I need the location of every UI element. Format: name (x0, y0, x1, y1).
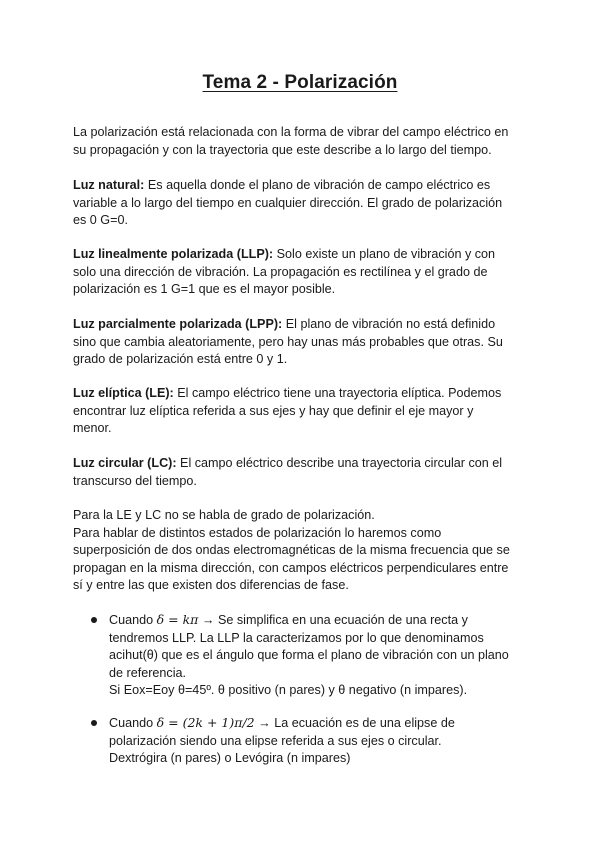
luz-natural-line-1: Es aquella donde el plano de vibración de campo eléctrico es (144, 178, 491, 192)
le-line-2: encontrar luz elíptica referida a sus ejes y hay que definir el eje mayor y (73, 403, 474, 418)
luz-natural-line-2: variable a lo largo del tiempo en cualquier dirección. El grado de polarización (73, 195, 503, 210)
intro-line-2: su propagación y con la trayectoria que este describe a lo largo del tiempo. (73, 142, 492, 157)
page-title: Tema 2 - Polarización (202, 72, 398, 93)
lpp-line-2: sino que cambia aleatoriamente, pero hay unas más probables que otras. Su (73, 334, 503, 349)
lc-paragraph (73, 455, 533, 490)
luz-natural-line-3: es 0 G=0. (73, 213, 128, 227)
le-term: Luz elíptica (LE): (73, 386, 174, 400)
note-line-1: Para la LE y LC no se habla de grado de polarización. (73, 508, 375, 522)
bullet-1-line-1: → Se simplifica en una ecuación de una recta y (198, 613, 468, 627)
note-line-2: Para hablar de distintos estados de polarización lo haremos como (73, 525, 442, 540)
llp-paragraph (73, 246, 533, 299)
lc-line-2: transcurso del tiempo. (73, 473, 197, 488)
le-line-3: menor. (73, 421, 112, 435)
note-paragraph (73, 507, 533, 595)
bullet-1-line-2: tendremos LLP. La LLP la caracterizamos por lo que denominamos (109, 630, 484, 645)
le-line-1: El campo eléctrico tiene una trayectoria elíptica. Podemos (173, 386, 502, 400)
bullet-1-line-5: Si Eox=Eoy θ=45º. θ positivo (n pares) y θ negativo (n impares). (109, 683, 468, 697)
note-line-5: sí y entre las que existen dos diferencias de fase. (73, 578, 349, 592)
le-paragraph (73, 385, 533, 438)
bullet-1-prefix: Cuando (109, 613, 157, 627)
bullet-1-line-3: acihut(θ) que es el ángulo que forma el plano de vibración con un plano (109, 648, 509, 662)
bullet-1-text (109, 611, 529, 700)
llp-line-1: Solo existe un plano de vibración y con (273, 247, 496, 261)
bullet-2-formula: δ = (2k + 1)π/2 (156, 715, 255, 730)
lc-term: Luz circular (LC): (73, 456, 177, 470)
bullet-1-marker (91, 617, 97, 623)
luz-natural-paragraph (73, 177, 533, 230)
llp-term: Luz linealmente polarizada (LLP): (73, 247, 274, 261)
bullet-2-line-3: Dextrógira (n pares) o Levógira (n impares) (109, 751, 351, 765)
lpp-line-3: grado de polarización está entre 0 y 1. (73, 352, 288, 366)
note-line-4: propagan en la misma dirección, con campos eléctricos perpendiculares entre (73, 560, 509, 575)
bullet-1-line-4: de referencia. (109, 665, 187, 680)
bullet-2-text (109, 714, 529, 768)
lpp-paragraph (73, 316, 533, 369)
intro-paragraph (73, 124, 533, 159)
bullet-2-prefix: Cuando (109, 716, 157, 730)
bullet-2-marker (91, 720, 97, 726)
intro-line-1: La polarización está relacionada con la forma de vibrar del campo eléctrico en (73, 125, 509, 139)
lpp-line-1: El plano de vibración no está definido (282, 317, 496, 331)
bullet-1-formula: δ = kπ (156, 612, 199, 627)
luz-natural-term: Luz natural: (73, 178, 145, 192)
note-line-3: superposición de dos ondas electromagnéticas de la misma frecuencia que se (73, 543, 510, 557)
lc-line-1: El campo eléctrico describe una trayectoria circular con el (176, 456, 503, 470)
llp-line-3: polarización es 1 G=1 que es el mayor posible. (73, 282, 336, 296)
bullet-2-line-1: → La ecuación es de una elipse de (254, 716, 455, 730)
bullet-2-line-2: polarización siendo una elipse referida a sus ejes o circular. (109, 733, 442, 748)
llp-line-2: solo una dirección de vibración. La propagación es rectilínea y el grado de (73, 264, 488, 279)
lpp-term: Luz parcialmente polarizada (LPP): (73, 317, 283, 331)
